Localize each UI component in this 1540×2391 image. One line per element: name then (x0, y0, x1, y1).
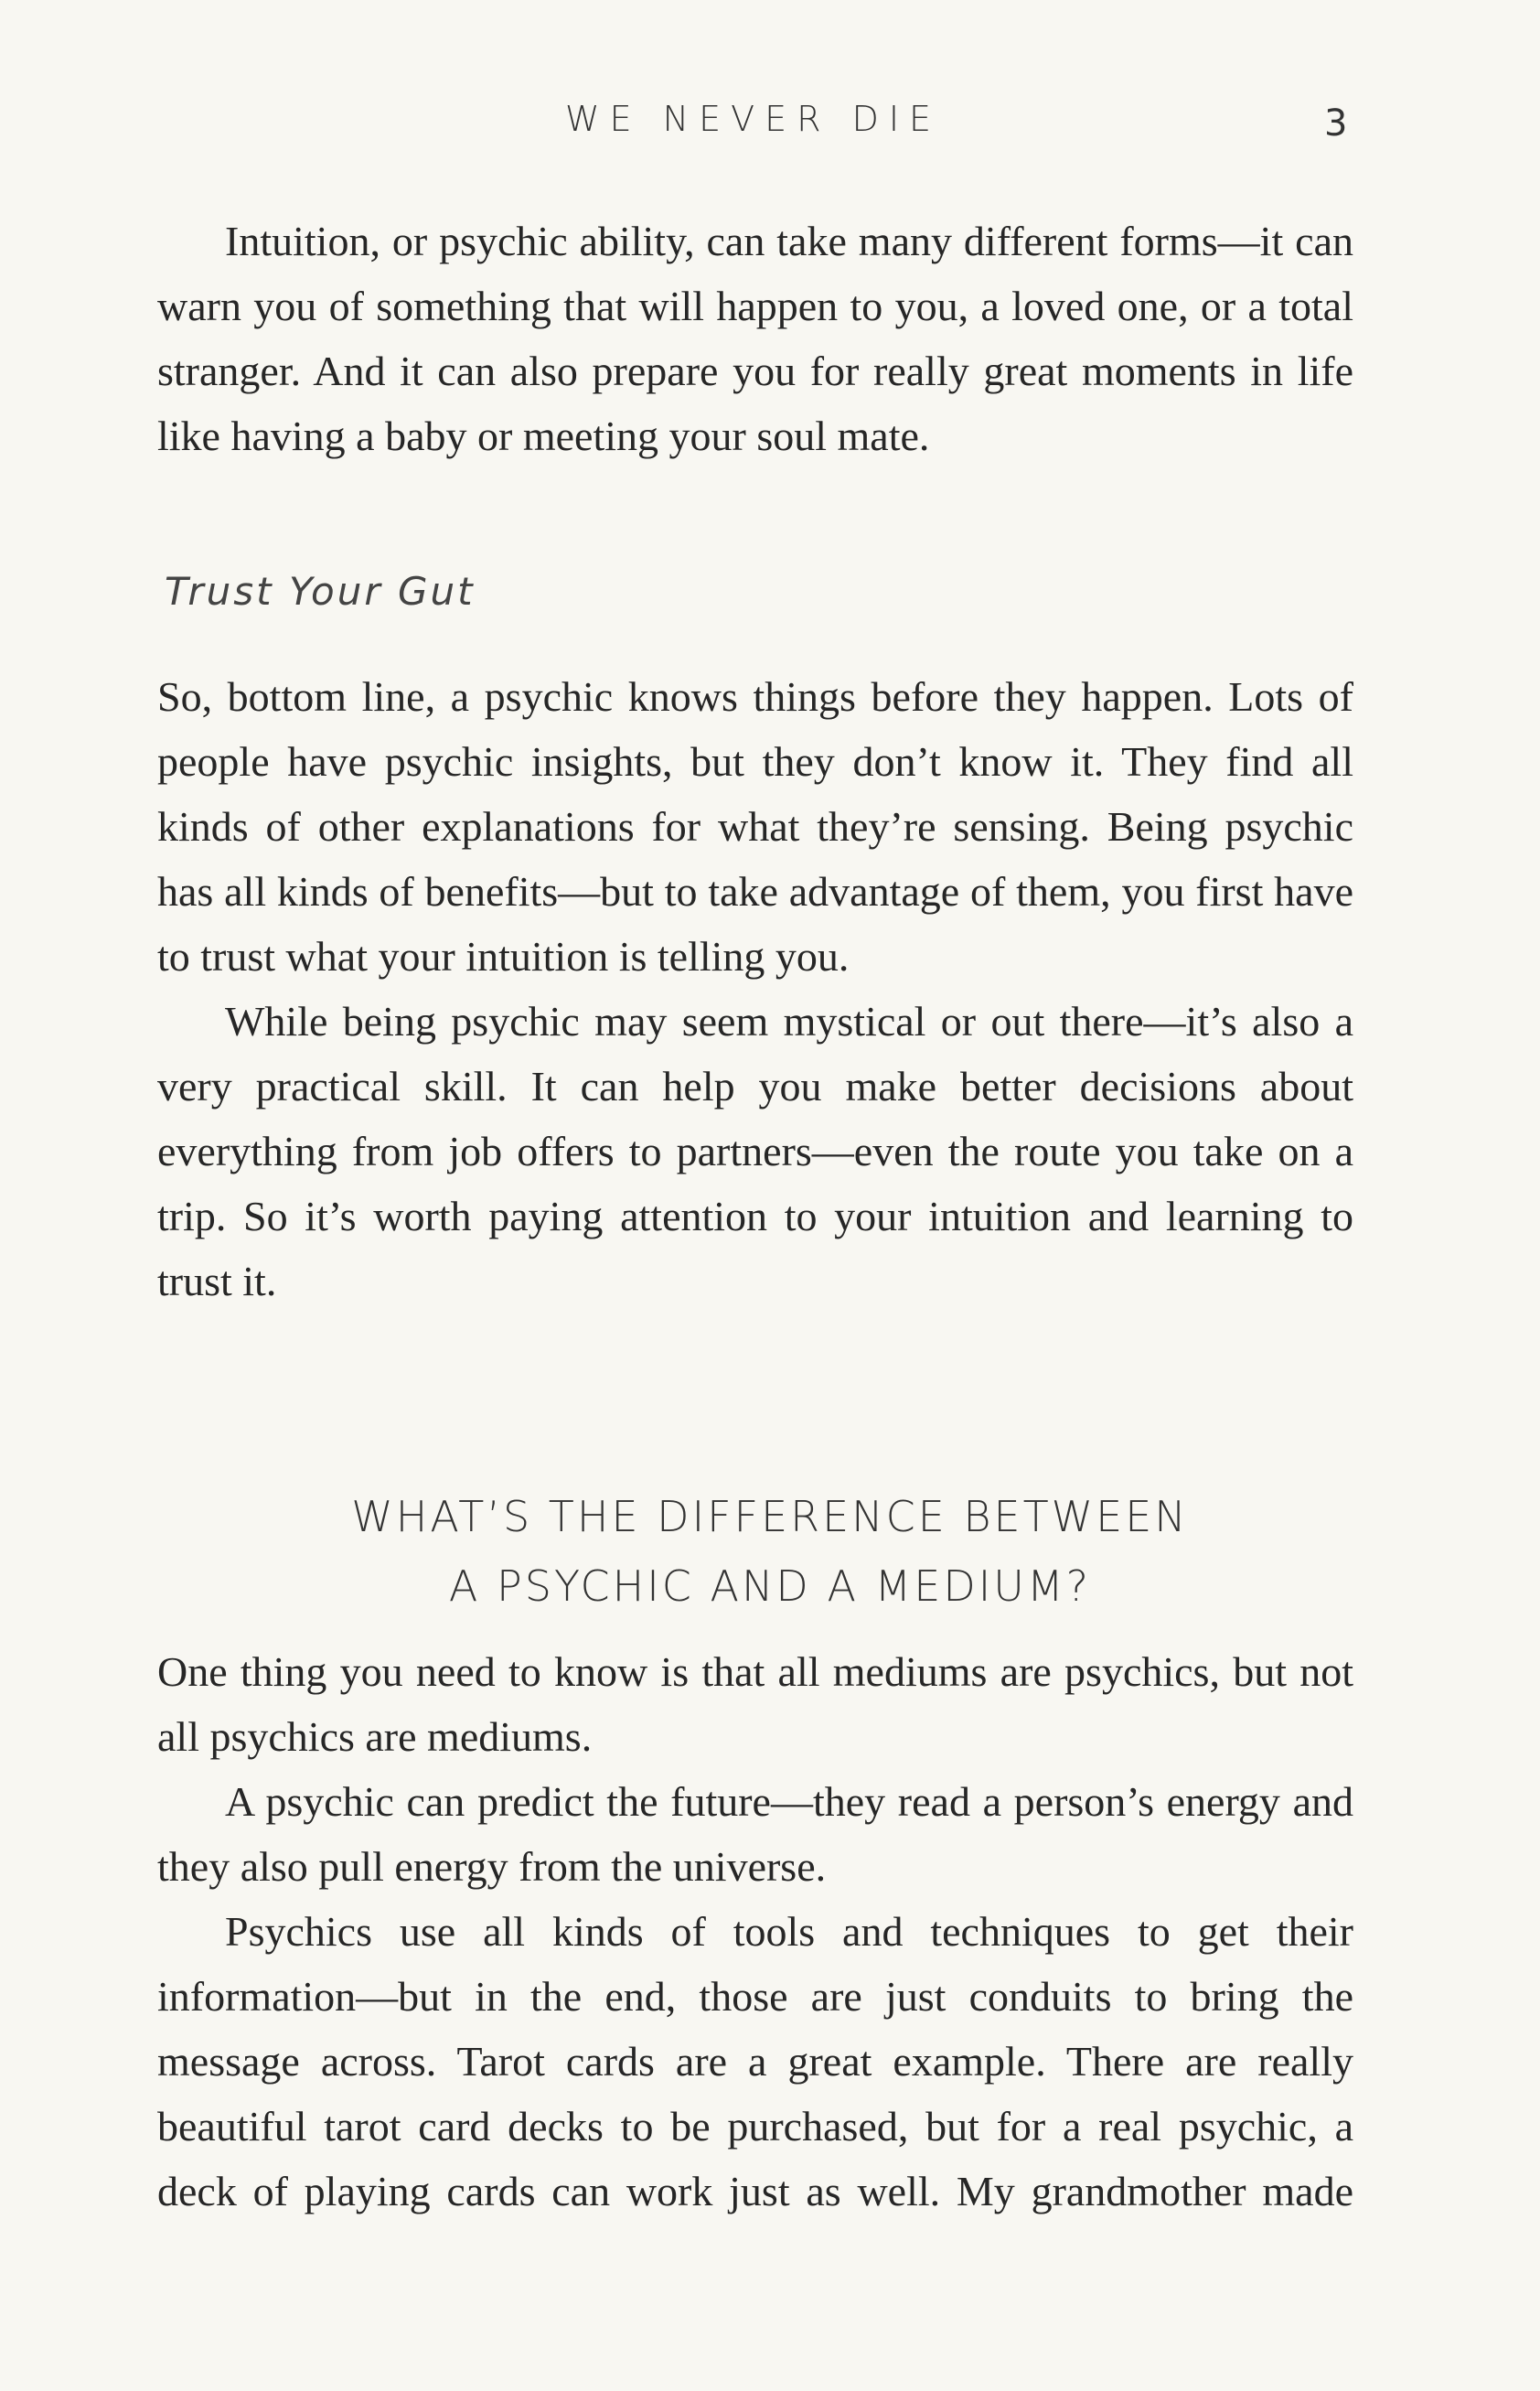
running-head (0, 99, 1540, 154)
page-number: 3 (1324, 102, 1348, 145)
paragraph: A psychic can predict the future—they read a person’s energy and they also pull energy from the universe. (157, 1778, 1353, 1890)
trust-section (157, 664, 1353, 1313)
section-heading-line-1: WHAT’S THE DIFFERENCE BETWEEN (351, 1492, 1189, 1541)
difference-section (157, 1639, 1353, 2224)
paragraph: Intuition, or psychic ability, can take many different forms—it can warn you of something that will happen to you, a loved one, or a total stranger. And it can also prepare you for really great moments in life like having a baby or meeting your soul mate. (157, 218, 1353, 459)
paragraph: While being psychic may seem mystical or out there—it’s also a very practical skill. It can help you make better decisions about everything from job offers to partners—even the route you take on a trip. So it’s worth paying attention to your intuition and learning to trust it. (157, 998, 1353, 1304)
subheading-trust-your-gut: Trust Your Gut (165, 569, 476, 614)
paragraph: So, bottom line, a psychic knows things before they happen. Lots of people have psychic insights, but they don’t know it. They find all kinds of other explanations for what they’re sensing. Being psychic has all kinds of benefits—but to take advantage of them, you first have to trust what your intuition is telling you. (157, 673, 1353, 980)
section-heading-line-2: A PSYCHIC AND A MEDIUM? (448, 1561, 1092, 1611)
paragraph: Psychics use all kinds of tools and techniques to get their information—but in the end, those are just conduits to bring the message across. Tarot cards are a great example. There are really beautiful tarot card decks to be purchased, but for a real psychic, a deck of playing cards can work just as well. My grandmother made (157, 1908, 1353, 2214)
running-title: WE NEVER DIE (565, 99, 942, 139)
paragraph: One thing you need to know is that all mediums are psychics, but not all psychics are mediums. (157, 1648, 1353, 1760)
intro-section (157, 209, 1353, 468)
section-heading (0, 1482, 1540, 1621)
